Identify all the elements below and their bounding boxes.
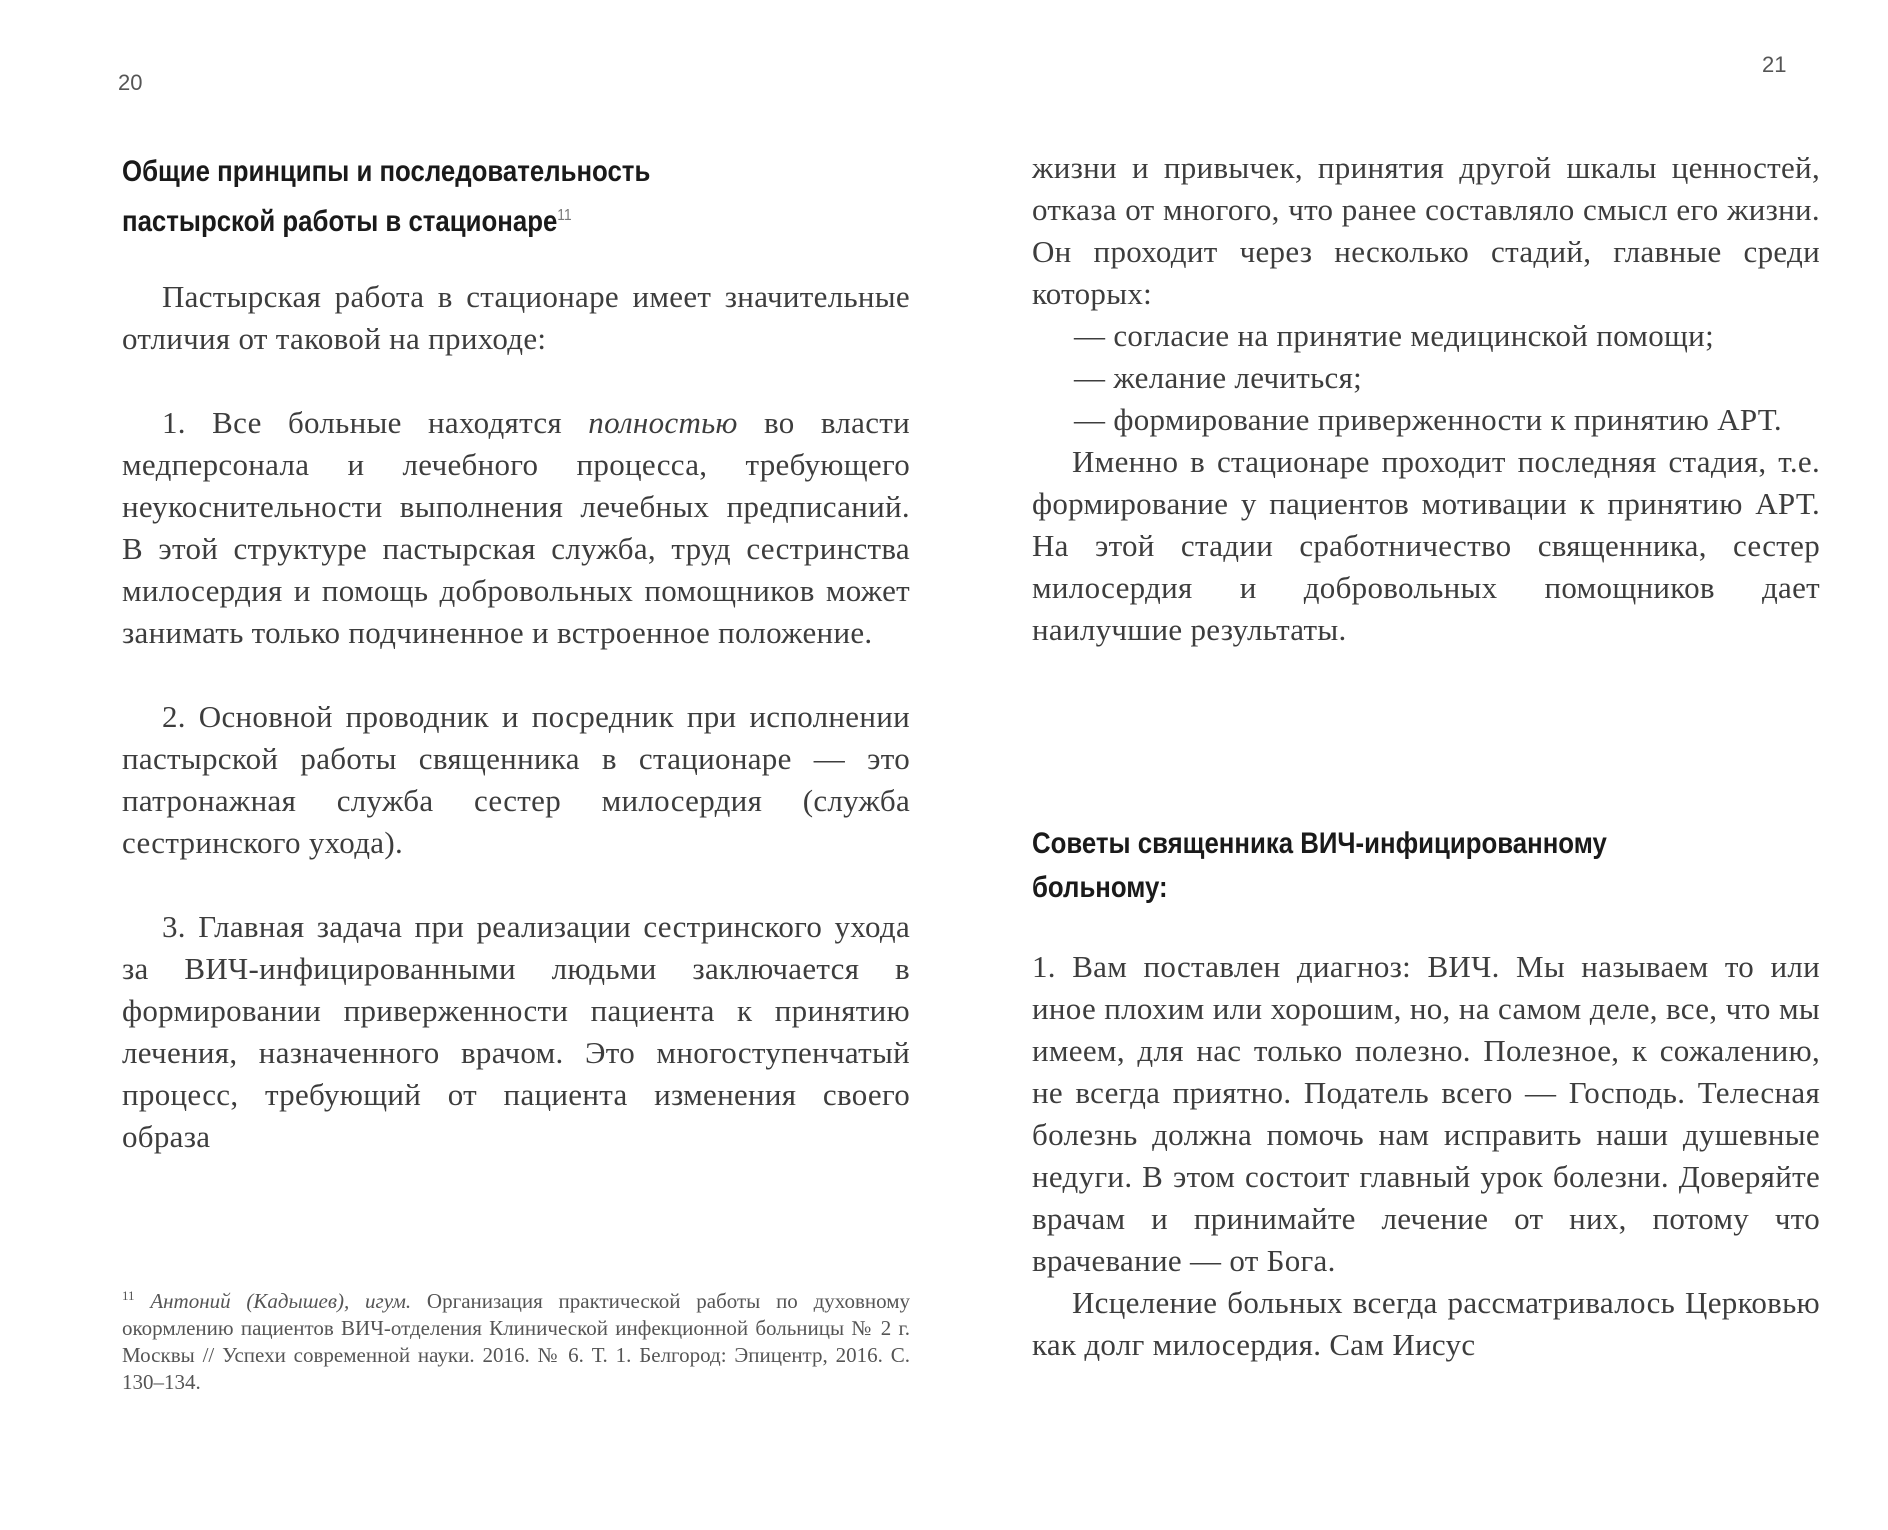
section-heading [122, 150, 650, 244]
emphasis: полностью [588, 405, 738, 440]
list-item-3: 3. Главная задача при реализации сестринского ухода за ВИЧ-инфицированными людьми заключается в формировании приверженности пациента к принятию лечения, назначенного врачом. Это многоступенчатый процесс, требующий от пациента изменения своего образа [122, 909, 910, 1154]
continuation-paragraph: жизни и привычек, принятия другой шкалы ценностей, отказа от многого, что ранее составляло смысл его жизни. Он проходит через несколько стадий, главные среди которых: [1032, 150, 1820, 311]
heading-line: больному: [1032, 871, 1168, 904]
footnote-text: Организация практической работы по духовному окормлению пациентов ВИЧ-отделения Клинической инфекционной больницы № 2 г. Москвы // Успехи современной науки. 2016. № 6. Т. 1. Белгород: Эпицентр, 2016. С. 130–134. [122, 1289, 910, 1394]
right-body-top [1032, 147, 1820, 651]
advice-item-1: 1. Вам поставлен диагноз: ВИЧ. Мы называем то или иное плохим или хорошим, но, на самом деле, все, что мы имеем, для нас только полезно. Полезное, к сожалению, не всегда приятно. Податель всего — Господь. Телесная болезнь должна помочь нам исправить наши душевные недуги. В этом состоит главный урок болезни. Доверяйте врачам и принимайте лечение от них, потому что врачевание — от Бога. [1032, 949, 1820, 1278]
page-number: 21 [1762, 52, 1787, 77]
stage-item: — согласие на принятие медицинской помощи; [1074, 318, 1714, 353]
list-item-2: 2. Основной проводник и посредник при исполнении пастырской работы священника в стационаре — это патронажная служба сестер милосердия (служба сестринского ухода). [122, 699, 910, 860]
footnote [122, 1282, 910, 1396]
paragraph: Именно в стационаре проходит последняя стадия, т.е. формирование у пациентов мотивации к принятию АРТ. На этой стадии сработничество священника, сестер милосердия и добровольных помощников дает наилучшие результаты. [1032, 444, 1820, 647]
footnote-author: Антоний (Кадышев), игум. [150, 1289, 412, 1313]
heading-line [122, 194, 650, 244]
page-number: 20 [118, 70, 143, 95]
right-body-bottom [1032, 946, 1820, 1366]
stage-item: — желание лечиться; [1074, 360, 1363, 395]
left-body [122, 276, 910, 1158]
heading-line: Общие принципы и последовательность [122, 155, 651, 188]
footnote-ref: 11 [557, 207, 572, 224]
section-heading [1032, 822, 1607, 910]
right-page [944, 0, 1888, 1530]
list-item-1: 1. Все больные находятся полностью во власти медперсонала и лечебного процесса, требующего неукоснительности выполнения лечебных предписаний. В этой структуре пастырская служба, труд сестринства милосердия и помощь добровольных помощников может занимать только подчиненное и встроенное положение. [122, 405, 910, 650]
footnote-mark: 11 [122, 1288, 135, 1303]
heading-line: Советы священника ВИЧ-инфицированному [1032, 827, 1607, 860]
intro-paragraph: Пастырская работа в стационаре имеет значительные отличия от таковой на приходе: [122, 279, 910, 356]
stage-item: — формирование приверженности к принятию АРТ. [1074, 402, 1782, 437]
paragraph: Исцеление больных всегда рассматривалось Церковью как долг милосердия. Сам Иисус [1032, 1285, 1820, 1362]
heading-text: пастырской работы в стационаре [122, 205, 558, 238]
